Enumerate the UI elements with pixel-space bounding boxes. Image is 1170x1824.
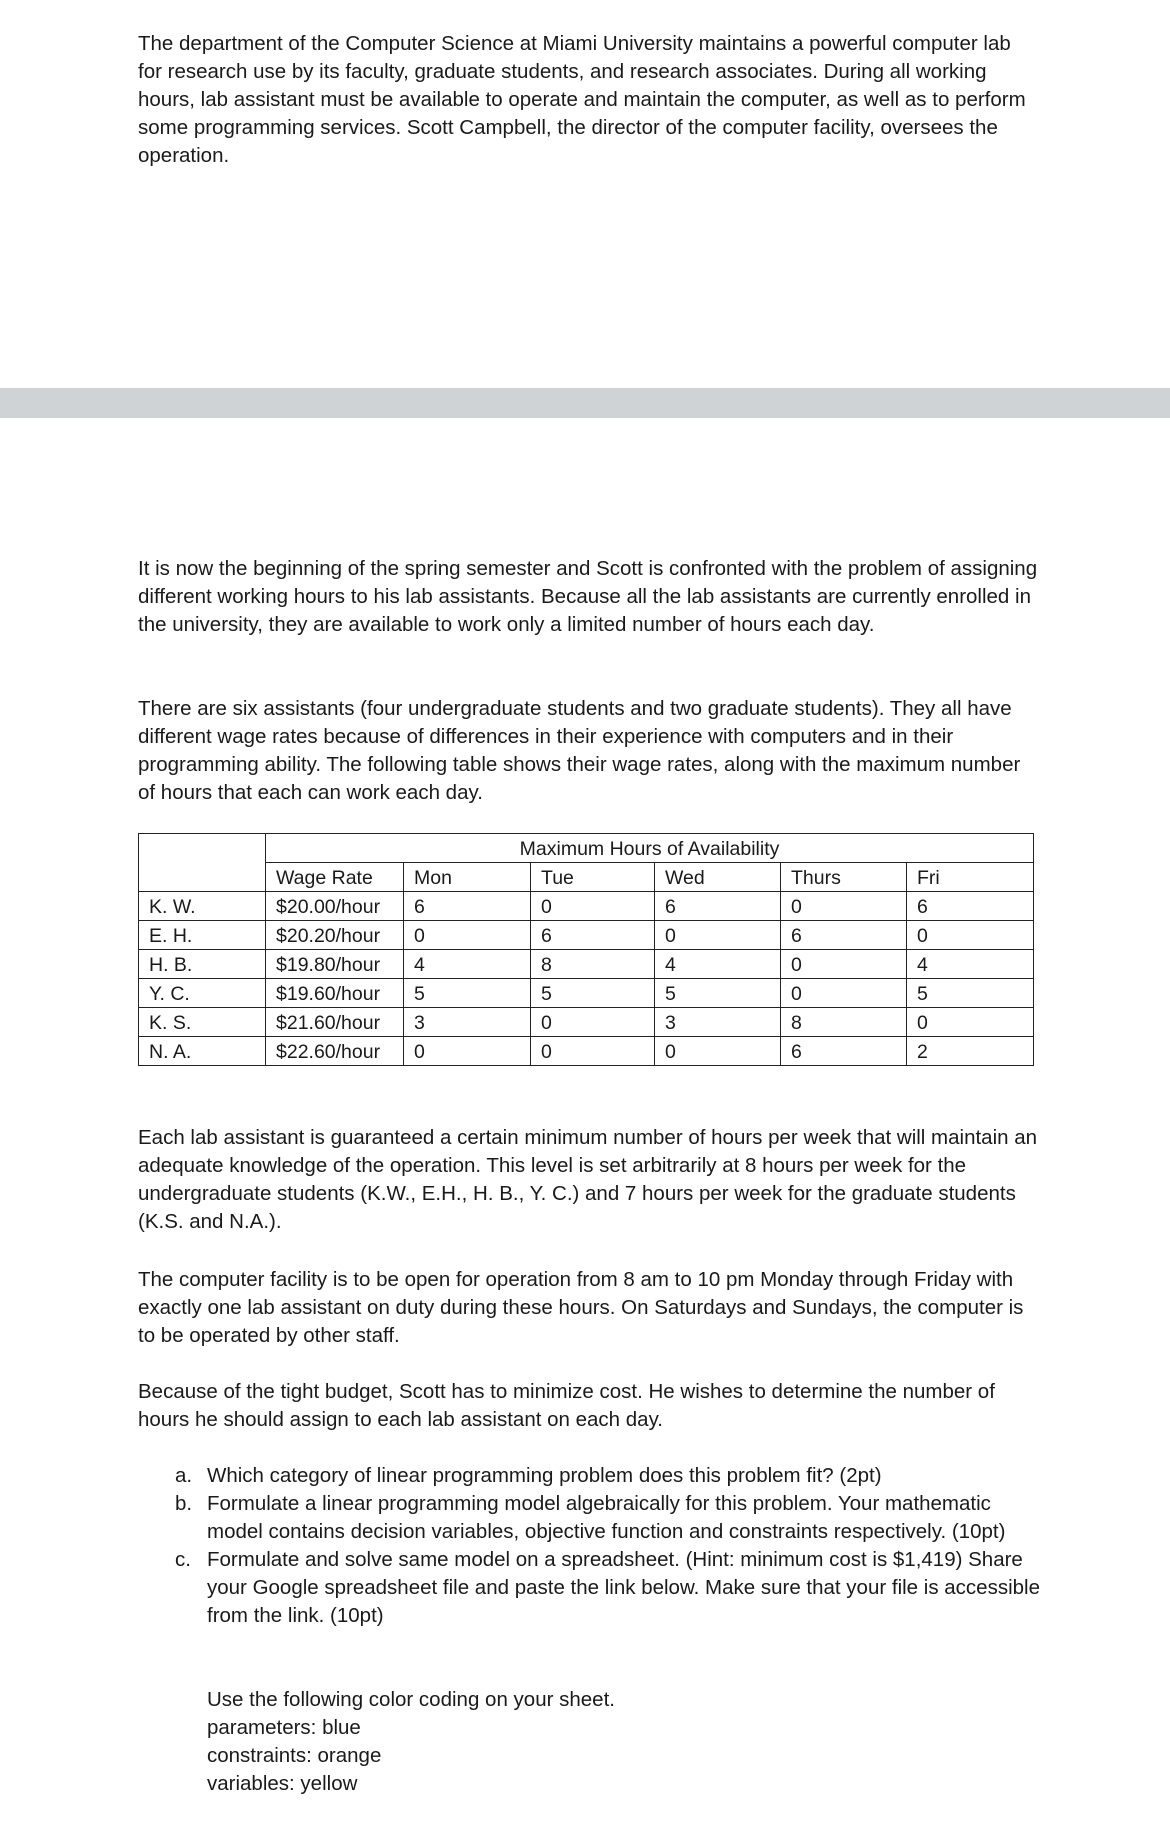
table-title-row <box>139 834 1034 863</box>
cell-wed: 3 <box>655 1008 781 1037</box>
color-coding-parameters: parameters: blue <box>207 1716 361 1739</box>
question-marker: b. <box>175 1492 193 1515</box>
color-coding-block <box>207 1686 1007 1798</box>
question-text: Which category of linear programming problem does this problem fit? (2pt) <box>207 1464 882 1487</box>
cell-wed: 6 <box>655 892 781 921</box>
header-thurs: Thurs <box>781 863 907 892</box>
cell-thurs: 0 <box>781 979 907 1008</box>
minimum-hours-paragraph: Each lab assistant is guaranteed a certain minimum number of hours per week that will maintain an adequate knowledge of the operation. This level is set arbitrarily at 8 hours per week for the undergraduate students (K.W., E.H., H. B., Y. C.) and 7 hours per week for the graduate students (K.S. and N.A.). <box>138 1126 1038 1233</box>
cell-wage: $20.00/hour <box>266 892 404 921</box>
list-item <box>175 1546 1050 1630</box>
header-fri: Fri <box>907 863 1034 892</box>
color-coding-constraints: constraints: orange <box>207 1744 382 1767</box>
cell-tue: 0 <box>531 1037 655 1066</box>
cell-name: K. W. <box>139 892 266 921</box>
cell-mon: 6 <box>404 892 531 921</box>
cell-wage: $22.60/hour <box>266 1037 404 1066</box>
cell-thurs: 6 <box>781 921 907 950</box>
table-row <box>139 1008 1034 1037</box>
cell-name: E. H. <box>139 921 266 950</box>
question-marker: c. <box>175 1548 191 1571</box>
cell-fri: 0 <box>907 921 1034 950</box>
cell-tue: 8 <box>531 950 655 979</box>
cell-wage: $21.60/hour <box>266 1008 404 1037</box>
cell-mon: 0 <box>404 1037 531 1066</box>
cell-wed: 0 <box>655 1037 781 1066</box>
cell-tue: 0 <box>531 892 655 921</box>
table-row <box>139 921 1034 950</box>
budget-paragraph: Because of the tight budget, Scott has to minimize cost. He wishes to determine the number of hours he should assign to each lab assistant on each day. <box>138 1380 995 1431</box>
cell-tue: 6 <box>531 921 655 950</box>
problem-paragraph: It is now the beginning of the spring semester and Scott is confronted with the problem of assigning different working hours to his lab assistants. Because all the lab assistants are currently enrolled in the university, they are available to work only a limited number of hours each day. <box>138 557 1038 636</box>
table-title: Maximum Hours of Availability <box>266 834 1034 863</box>
table-row <box>139 979 1034 1008</box>
cell-mon: 5 <box>404 979 531 1008</box>
table-row <box>139 1037 1034 1066</box>
cell-wed: 5 <box>655 979 781 1008</box>
header-wage: Wage Rate <box>266 863 404 892</box>
cell-wage: $19.80/hour <box>266 950 404 979</box>
intro-paragraph: The department of the Computer Science at Miami University maintains a powerful computer lab for research use by its faculty, graduate students, and research associates. During all working hours, lab assistant must be available to operate and maintain the computer, as well as to perform some programming services. Scott Campbell, the director of the computer facility, oversees the operation. <box>138 32 1026 167</box>
cell-fri: 4 <box>907 950 1034 979</box>
cell-fri: 6 <box>907 892 1034 921</box>
cell-thurs: 0 <box>781 892 907 921</box>
header-mon: Mon <box>404 863 531 892</box>
header-wed: Wed <box>655 863 781 892</box>
availability-table <box>138 833 1034 1066</box>
table-row <box>139 950 1034 979</box>
cell-mon: 0 <box>404 921 531 950</box>
color-coding-variables: variables: yellow <box>207 1772 358 1795</box>
assistants-paragraph: There are six assistants (four undergraduate students and two graduate students). They all have different wage rates because of differences in their experience with computers and in their programming ability. The following table shows their wage rates, along with the maximum number of hours that each can work each day. <box>138 697 1021 804</box>
question-list <box>175 1462 1050 1630</box>
operation-paragraph: The computer facility is to be open for operation from 8 am to 10 pm Monday through Friday with exactly one lab assistant on duty during these hours. On Saturdays and Sundays, the computer is to be operated by other staff. <box>138 1268 1024 1347</box>
cell-wage: $19.60/hour <box>266 979 404 1008</box>
cell-thurs: 8 <box>781 1008 907 1037</box>
table-header-row <box>139 863 1034 892</box>
cell-tue: 0 <box>531 1008 655 1037</box>
header-tue: Tue <box>531 863 655 892</box>
color-coding-intro: Use the following color coding on your sheet. <box>207 1688 615 1711</box>
cell-name: N. A. <box>139 1037 266 1066</box>
question-text: Formulate and solve same model on a spreadsheet. (Hint: minimum cost is $1,419) Share your Google spreadsheet file and paste the link below. Make sure that your file is accessible from the link. (10pt) <box>207 1548 1040 1627</box>
list-item <box>175 1490 1050 1546</box>
cell-thurs: 0 <box>781 950 907 979</box>
cell-fri: 0 <box>907 1008 1034 1037</box>
cell-wage: $20.20/hour <box>266 921 404 950</box>
cell-name: K. S. <box>139 1008 266 1037</box>
question-marker: a. <box>175 1464 193 1487</box>
table-row <box>139 892 1034 921</box>
cell-fri: 2 <box>907 1037 1034 1066</box>
question-text: Formulate a linear programming model algebraically for this problem. Your mathematic model contains decision variables, objective function and constraints respectively. (10pt) <box>207 1492 1006 1543</box>
cell-mon: 4 <box>404 950 531 979</box>
cell-wed: 4 <box>655 950 781 979</box>
cell-wed: 0 <box>655 921 781 950</box>
list-item <box>175 1462 1050 1490</box>
cell-fri: 5 <box>907 979 1034 1008</box>
cell-name: H. B. <box>139 950 266 979</box>
cell-thurs: 6 <box>781 1037 907 1066</box>
section-divider <box>0 388 1170 418</box>
cell-mon: 3 <box>404 1008 531 1037</box>
cell-name: Y. C. <box>139 979 266 1008</box>
cell-tue: 5 <box>531 979 655 1008</box>
